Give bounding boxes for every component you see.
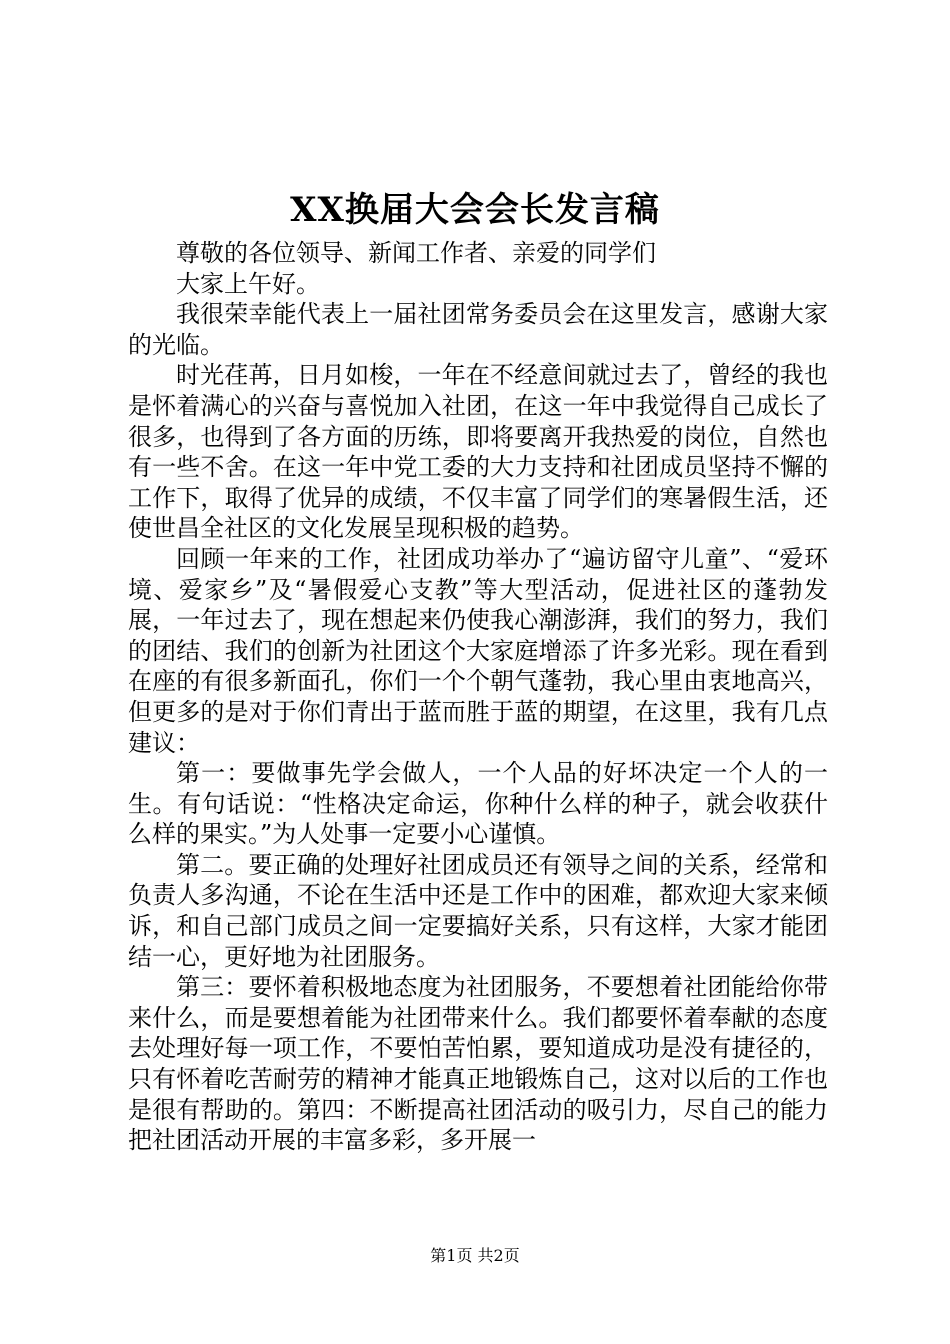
paragraph-greeting: 大家上午好。	[176, 269, 320, 298]
paragraph-suggestion-2: 第二。要正确的处理好社团成员还有领导之间的关系，经常和负责人多沟通，不论在生活中还是工作中的困难，都欢迎大家来倾诉，和自己部门成员之间一定要搞好关系，只有这样，大家才能团结一心，更好地为社团服务。	[128, 850, 828, 971]
page-number-footer: 第1页 共2页	[430, 1246, 520, 1265]
document-title: XX换届大会会长发言稿	[290, 190, 660, 230]
paragraph-review: 回顾一年来的工作，社团成功举办了“遍访留守儿童”、“爱环境、爱家乡”及“暑假爱心支教”等大型活动，促进社区的蓬勃发展，一年过去了，现在想起来仍使我心潮澎湃，我们的努力，我们的团结、我们的创新为社团这个大家庭增添了许多光彩。现在看到在座的有很多新面孔，你们一个个朝气蓬勃，我心里由衷地高兴，但更多的是对于你们青出于蓝而胜于蓝的期望，在这里，我有几点建议：	[128, 544, 828, 757]
document-body	[128, 238, 828, 1156]
paragraph-suggestion-1: 第一：要做事先学会做人，一个人品的好坏决定一个人的一生。有句话说：“性格决定命运，你种什么样的种子，就会收获什么样的果实。”为人处事一定要小心谨慎。	[128, 759, 828, 849]
paragraph-reflection: 时光荏苒，日月如梭，一年在不经意间就过去了，曾经的我也是怀着满心的兴奋与喜悦加入社团，在这一年中我觉得自己成长了很多，也得到了各方面的历练，即将要离开我热爱的岗位，自然也有一些不舍。在这一年中党工委的大力支持和社团成员坚持不懈的工作下，取得了优异的成绩，不仅丰富了同学们的寒暑假生活，还使世昌全社区的文化发展呈现积极的趋势。	[128, 361, 828, 543]
paragraph-salutation: 尊敬的各位领导、新闻工作者、亲爱的同学们	[176, 239, 656, 267]
paragraph-intro: 我很荣幸能代表上一届社团常务委员会在这里发言，感谢大家的光临。	[128, 300, 828, 359]
paragraph-suggestion-3: 第三：要怀着积极地态度为社团服务，不要想着社团能给你带来什么，而是要想着能为社团带来什么。我们都要怀着奉献的态度去处理好每一项工作，不要怕苦怕累，要知道成功是没有捷径的，只有怀着吃苦耐劳的精神才能真正地锻炼自己，这对以后的工作也是很有帮助的。第四：不断提高社团活动的吸引力，尽自己的能力把社团活动开展的丰富多彩，多开展一	[128, 973, 828, 1155]
